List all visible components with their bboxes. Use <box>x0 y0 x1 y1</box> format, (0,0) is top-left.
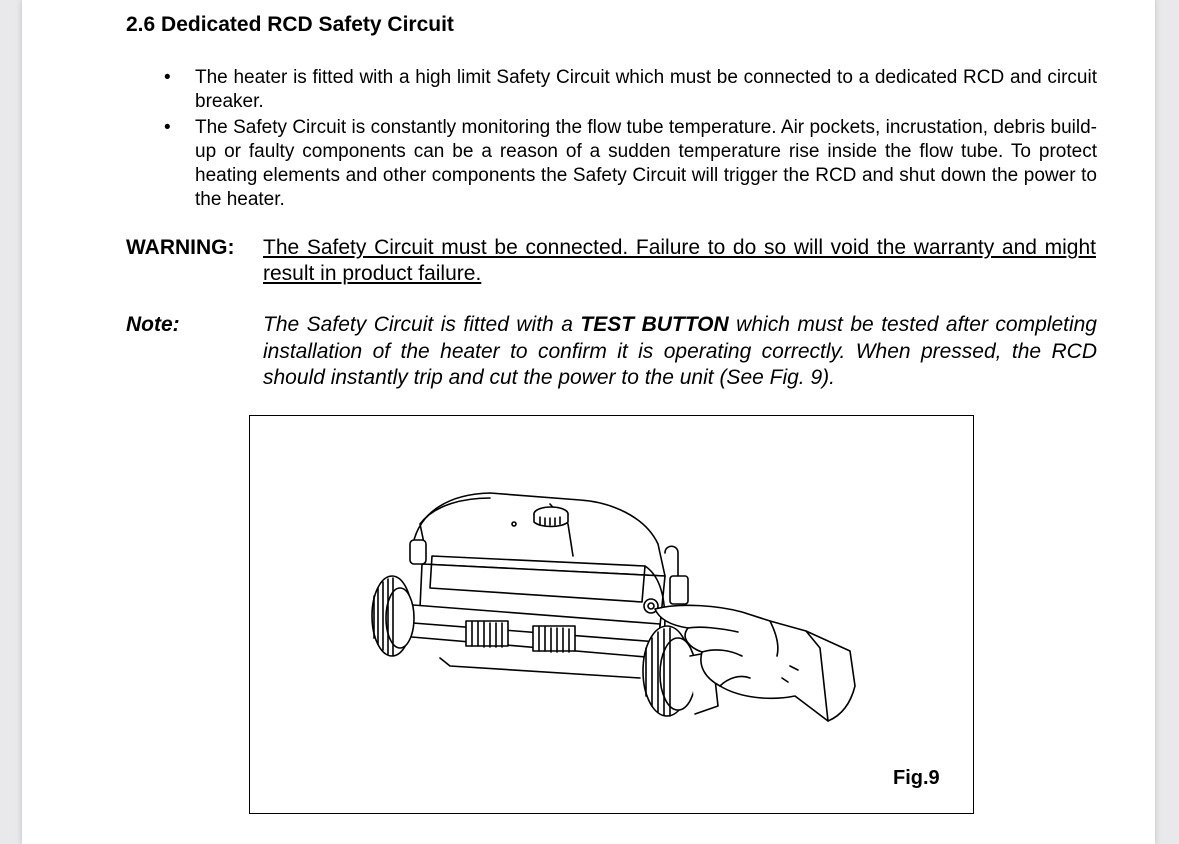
warning-label: WARNING: <box>126 236 235 259</box>
document-page <box>22 0 1155 844</box>
note-text-start: The Safety Circuit is fitted with a <box>263 313 581 336</box>
note-emphasis: TEST BUTTON <box>580 313 729 336</box>
heater-illustration <box>250 416 973 813</box>
figure-frame <box>249 415 974 814</box>
bullet-marker: • <box>164 117 171 138</box>
section-heading: 2.6 Dedicated RCD Safety Circuit <box>126 13 454 36</box>
list-item <box>22 116 1097 212</box>
figure-caption: Fig.9 <box>893 767 940 789</box>
heater-housing-top <box>413 493 665 576</box>
bullet-list <box>22 66 1155 214</box>
bullet-text: The Safety Circuit is constantly monitoring the flow tube temperature. Air pockets, incrustation, debris build-up or faulty components can be a reason of a sudden temperature rise inside the flow tube. To protect heating elements and other components the Safety Circuit will trigger the RCD and shut down the power to the heater. <box>195 117 1097 210</box>
warning-text: The Safety Circuit must be connected. Failure to do so will void the warranty and might result in product failure. <box>263 236 1096 285</box>
bullet-marker: • <box>164 67 171 88</box>
list-item <box>22 66 1097 114</box>
bullet-text: The heater is fitted with a high limit Safety Circuit which must be connected to a dedicated RCD and circuit breaker. <box>195 67 1097 112</box>
note-text-end: which must be tested after completing installation of the heater to confirm it is operating correctly. When pressed, the RCD should instantly trip and cut the power to the unit (See Fig. 9). <box>263 313 1097 389</box>
left-union-fitting <box>372 576 414 656</box>
note-text <box>263 312 1097 392</box>
note-label: Note: <box>126 313 180 336</box>
